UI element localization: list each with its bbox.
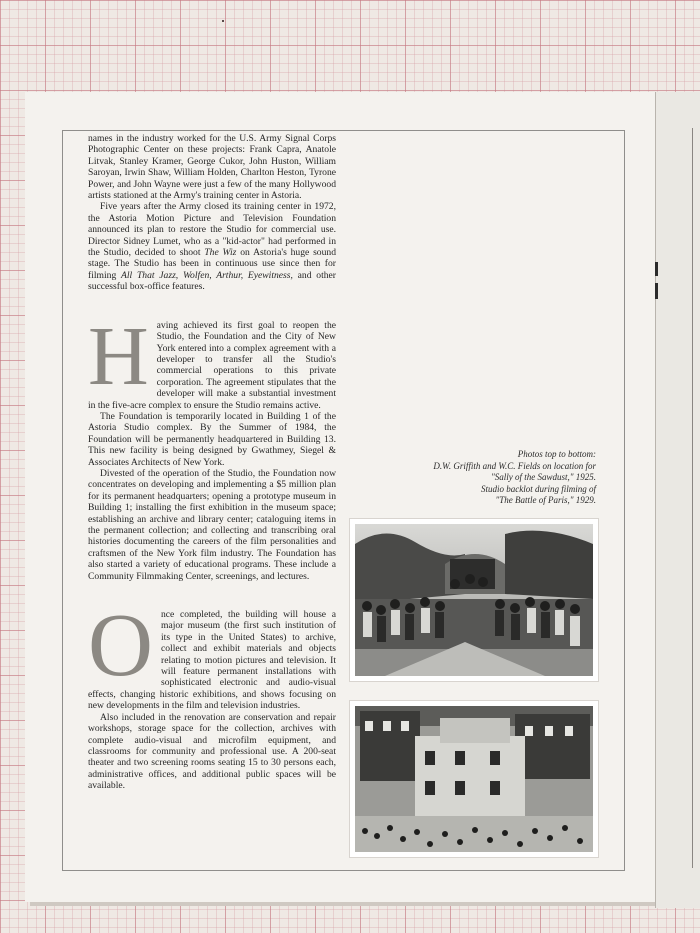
historic-photo-image xyxy=(355,706,593,852)
paragraph-text: and other successful box-office features. xyxy=(88,269,336,293)
caption-line: "Sally of the Sawdust," 1925. xyxy=(490,472,596,482)
adjacent-page-edge xyxy=(655,92,700,908)
photo-caption xyxy=(370,449,596,507)
binding-mark xyxy=(655,283,658,299)
drop-cap: H xyxy=(88,309,149,403)
caption-line: Studio backlot during filming of xyxy=(481,483,596,494)
historic-photo-image xyxy=(355,524,593,676)
paragraph xyxy=(88,309,336,411)
film-title: The Wiz xyxy=(204,247,237,259)
photo-studio-backlot xyxy=(350,701,598,857)
paragraph: The Foundation is temporarily located in Building 1 of the Astoria Studio complex. By the Summer of 1984, the Foundation will be permanently headquartered in Building 13. This new facility is being designed by Gwathmey, Siegel & Associates Architects of New York. xyxy=(88,410,336,468)
paragraph xyxy=(88,596,336,712)
paragraph-text: nce completed, the building will house a major museum (the first such institution of its type in the United States) to archive, collect and exhibit materials and objects relating to motion pictures and television. It will feature permanent installations with sophisticated electronic and audio-visual effects, changing historic exhibitions, and shows focusing on new developments in the film and television industries. xyxy=(88,609,336,712)
paragraph-text: Five years after the Army closed its training center in 1972, the Astoria Motion Picture and Television Foundation announced its plan to restore the Studio for commercial use. Director Sidney Lumet, who as a "kid-actor" had performed in the Studio, decided to shoot xyxy=(88,201,336,259)
paragraph: names in the industry worked for the U.S. Army Signal Corps Photographic Center on these projects: Frank Capra, Anatole Litvak, Stanley Kramer, George Cukor, John Huston, William Saroyan, Irwin Shaw, William Holden, Charlton Heston, Tyrone Power, and John Wayne were just a few of the many Hollywood artists stationed at the Army's training center in Astoria. xyxy=(88,133,336,202)
caption-line: "The Battle of Paris," 1929. xyxy=(495,495,596,505)
photo-location-shoot xyxy=(350,519,598,681)
caption-heading: Photos top to bottom: xyxy=(517,449,596,459)
article-column xyxy=(88,133,336,792)
caption-line: D.W. Griffith and W.C. Fields on location for xyxy=(433,460,596,471)
paragraph-text: aving achieved its first goal to reopen the Studio, the Foundation and the City of New York entered into a complex agreement with a developer to transfer all the Studio's commercial operations to this private corporation. The agreement stipulates that the developer will make a substantial investment in the five-acre complex to ensure the Studio remains active. xyxy=(88,319,336,411)
drop-cap: O xyxy=(88,596,153,696)
paragraph-text: on Astoria's huge sound stage. The Studio has been in continuous use since then for filming xyxy=(88,247,336,281)
film-titles: All That Jazz, Wolfen, Arthur, Eyewitness, xyxy=(121,269,293,281)
binding-mark xyxy=(655,262,658,276)
paper-speck xyxy=(222,20,224,22)
paragraph xyxy=(88,201,336,292)
paragraph: Divested of the operation of the Studio, the Foundation now concentrates on developing and implementing a $5 million plan for its permanent headquarters; opening a prototype museum in Building 1; installing the first exhibition in the museum space; establishing an archive and library center; cataloguing items in the permanent collection; and collecting and transcribing oral histories documenting the careers of the film personalities and craftsmen of the New York film industry. The Foundation has also started a variety of educational programs. These include a Community Filmmaking Center, screenings, and lectures. xyxy=(88,467,336,582)
paragraph: Also included in the renovation are conservation and repair workshops, storage space for the collection, archives with complete audio-visual and microfilm equipment, and classrooms for community and professional use. A 200-seat theater and two screening rooms seating 15 to 30 persons each, administrative offices, and additional public spaces will be available. xyxy=(88,711,336,792)
